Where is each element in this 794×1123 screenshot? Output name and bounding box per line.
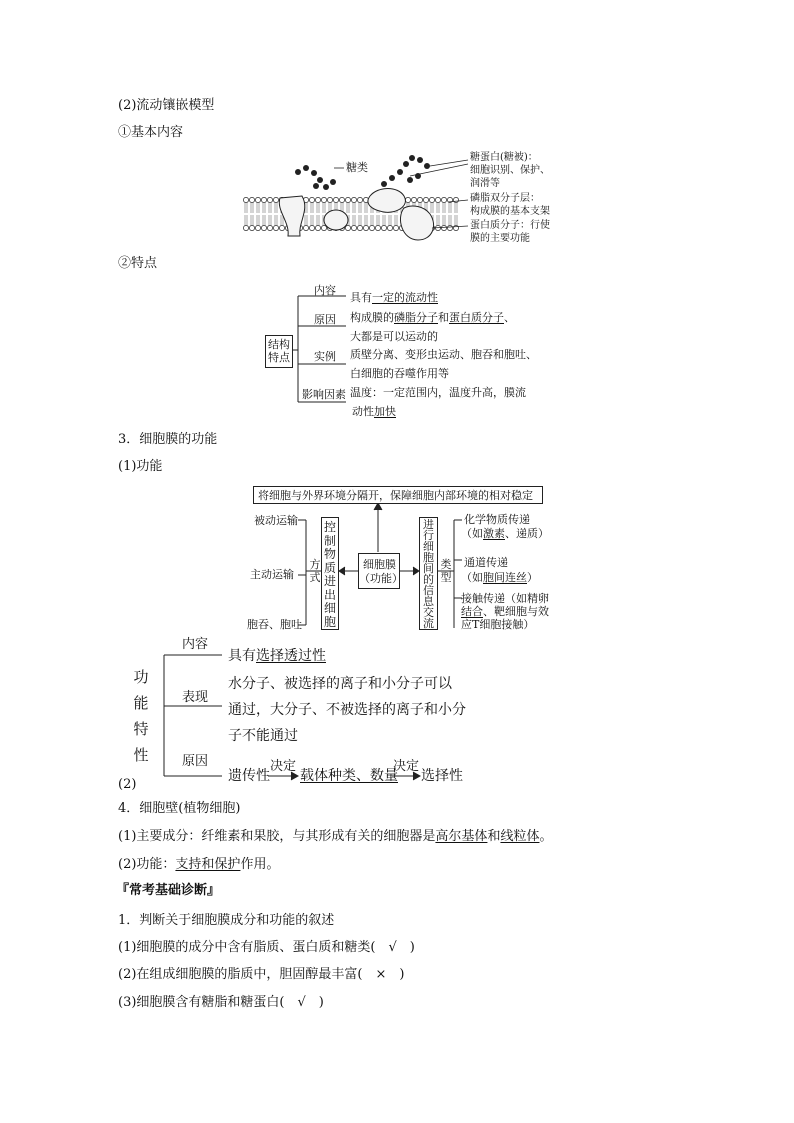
contact-transfer-1: 接触传递（如精卵 [461, 592, 549, 605]
reason-text-2: 大都是可以运动的 [350, 330, 438, 343]
label-mode: 方 式 [309, 558, 321, 584]
root-char-1: 结构 [268, 338, 290, 351]
label-sugar: 糖类 [346, 161, 368, 174]
property-root-label: 功 能 特 性 [133, 668, 149, 764]
label-glycoprotein-2: 细胞识别、保护、 [470, 165, 550, 176]
reason-text-1: 构成膜的磷脂分子和蛋白质分子、 [350, 311, 515, 324]
subsection-features: ②特点 [118, 256, 158, 271]
factor-text-2: 动性加快 [352, 405, 396, 418]
subsection-function: (1)功能 [118, 459, 163, 474]
property-number: (2) [118, 777, 137, 792]
label-property-performance: 表现 [182, 690, 209, 705]
channel-transfer-2: （如胞间连丝） [461, 571, 538, 584]
question-1-item-3: (3)细胞膜含有糖脂和糖蛋白( √ ) [118, 995, 324, 1010]
info-exchange-box: 进 行 细 胞 间 的 信 息 交 流 [419, 517, 438, 630]
label-property-reason: 原因 [182, 754, 209, 769]
contact-transfer-3: 应T细胞接触） [461, 618, 535, 631]
isolation-function-text: 将细胞与外界环境分隔开，保障细胞内部环境的相对稳定 [258, 489, 533, 502]
label-decide-2: 决定 [393, 759, 420, 774]
label-glycoprotein-3: 润滑等 [470, 178, 500, 189]
section-cell-wall-title: 4．细胞壁(植物细胞) [118, 801, 241, 816]
performance-text-2: 通过，大分子、不被选择的离子和小分 [228, 702, 466, 718]
label-glycoprotein-1: 糖蛋白(糖被)： [470, 152, 538, 163]
cell-wall-function: (2)功能：支持和保护作用。 [118, 857, 280, 872]
center-label-2: （功能） [359, 572, 403, 585]
label-reason: 原因 [314, 313, 336, 326]
label-type: 类 型 [440, 558, 452, 584]
contact-transfer-2: 结合、靶细胞与效 [461, 605, 549, 618]
root-char-2: 特点 [268, 351, 290, 364]
performance-text-3: 子不能通过 [228, 728, 298, 744]
reason-selectivity: 选择性 [421, 768, 463, 784]
center-label-1: 细胞膜 [363, 558, 396, 571]
control-substance-box: 控 制 物 质 进 出 细 胞 [321, 517, 339, 630]
label-content: 内容 [314, 284, 336, 297]
example-text-1: 质壁分离、变形虫运动、胞吞和胞吐、 [350, 348, 537, 361]
label-protein-2: 膜的主要功能 [470, 233, 530, 244]
property-content-text: 具有选择透过性 [228, 648, 326, 664]
chem-transfer-1: 化学物质传递 [464, 513, 530, 526]
question-1-item-2: (2)在组成细胞膜的脂质中，胆固醇最丰富( × ) [118, 967, 405, 982]
cell-wall-composition: (1)主要成分：纤维素和果胶，与其形成有关的细胞器是高尔基体和线粒体。 [118, 829, 553, 844]
label-property-content: 内容 [182, 637, 209, 652]
section-fluid-mosaic-title: (2)流动镶嵌模型 [118, 98, 215, 113]
channel-transfer-1: 通道传递 [464, 556, 508, 569]
example-text-2: 白细胞的吞噬作用等 [350, 367, 449, 380]
label-example: 实例 [314, 350, 336, 363]
label-lipid-1: 磷脂双分子层： [470, 193, 540, 204]
label-protein-1: 蛋白质分子：行使 [470, 220, 550, 231]
passive-transport: 被动运输 [254, 514, 298, 527]
label-decide-1: 决定 [270, 759, 297, 774]
question-1-item-1: (1)细胞膜的成分中含有脂质、蛋白质和糖类( √ ) [118, 940, 415, 955]
subsection-basic-content: ①基本内容 [118, 125, 184, 140]
active-transport: 主动运输 [250, 568, 294, 581]
endo-exocytosis: 胞吞、胞吐 [247, 618, 302, 631]
label-factors: 影响因素 [302, 388, 346, 401]
chem-transfer-2: （如激素、递质） [461, 527, 549, 540]
factor-text-1: 温度：一定范围内，温度升高，膜流 [350, 386, 526, 399]
label-lipid-2: 构成膜的基本支架 [470, 206, 550, 217]
content-text: 具有一定的流动性 [350, 291, 438, 304]
question-1-title: 1．判断关于细胞膜成分和功能的叙述 [118, 913, 335, 928]
reason-carrier: 载体种类、数量 [300, 768, 398, 784]
reason-heredity: 遗传性 [228, 768, 270, 784]
diagnosis-heading: 『常考基础诊断』 [116, 883, 221, 898]
performance-text-1: 水分子、被选择的离子和小分子可以 [228, 676, 452, 692]
section-membrane-function-title: 3．细胞膜的功能 [118, 432, 218, 447]
